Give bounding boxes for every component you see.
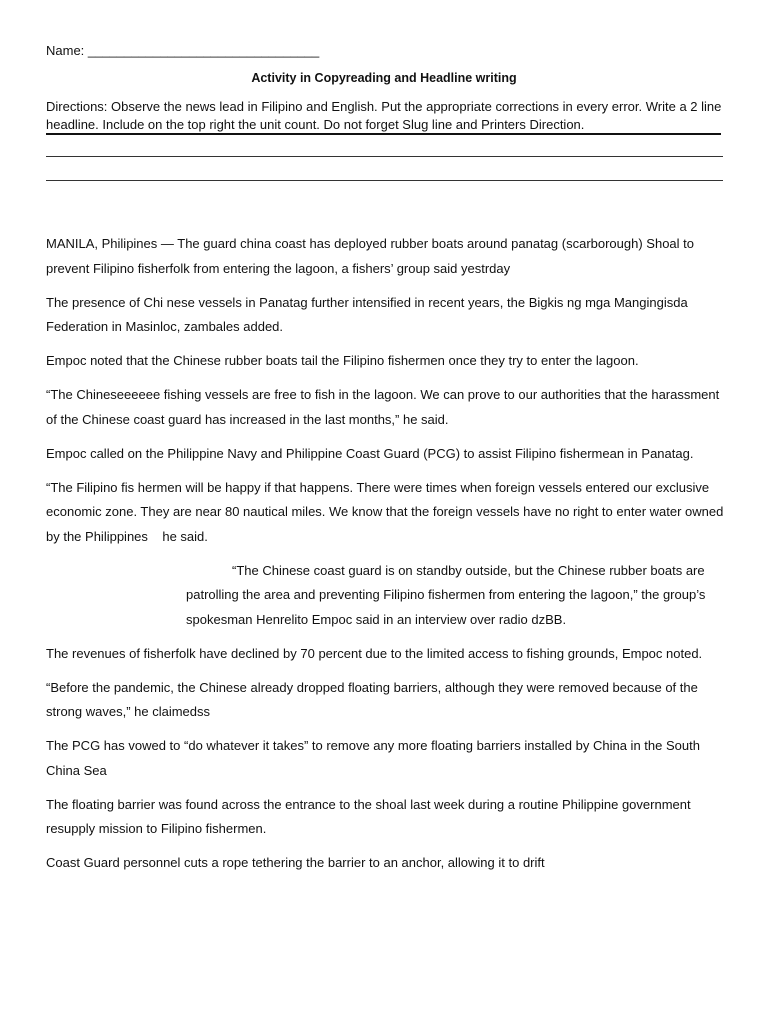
directions-text: Directions: Observe the news lead in Filipino and English. Put the appropriate corrections in every error. Write a 2 line headline. Include on the top right the unit count. Do not forget Slug line and Printers Direction. — [46, 99, 722, 132]
article-paragraph: MANILA, Philipines — The guard china coast has deployed rubber boats around panatag (scarborough) Shoal to prevent Filipino fisherfolk from entering the lagoon, a fishers’ group said yestrday — [46, 236, 694, 276]
name-field-label: Name: ________________________________ — [46, 43, 320, 58]
article-paragraph: The presence of Chi nese vessels in Panatag further intensified in recent years, the Bigkis ng mga Mangingisda Federation in Masinloc, zambales added. — [46, 294, 688, 334]
article-paragraph: The revenues of fisherfolk have declined by 70 percent due to the limited access to fishing grounds, Empoc noted. — [46, 645, 703, 661]
activity-title: Activity in Copyreading and Headline writing — [251, 71, 517, 85]
news-article — [46, 232, 726, 885]
article-paragraph: The PCG has vowed to “do whatever it takes” to remove any more floating barriers installed by China in the South China Sea — [46, 738, 700, 778]
headline-rule-3 — [46, 180, 723, 181]
article-paragraph: “Before the pandemic, the Chinese already dropped floating barriers, although they were removed because of the strong waves,” he claimedss — [46, 679, 698, 719]
headline-rule-1 — [46, 133, 721, 135]
article-paragraph: “The Filipino fis hermen will be happy if that happens. There were times when foreign vessels entered our exclusive economic zone. They are near 80 nautical miles. We know that the foreign vessels have no right to enter water owned by the Philippines he said. — [46, 479, 727, 544]
article-indented-quote: “The Chinese coast guard is on standby outside, but the Chinese rubber boats are patrolling the area and preventing Filipino fishermen from entering the lagoon,” the group’s spokesman Henrelito Empoc said in an interview over radio dzBB. — [186, 562, 706, 627]
article-paragraph: The floating barrier was found across the entrance to the shoal last week during a routine Philippine government resupply mission to Filipino fishermen. — [46, 796, 691, 836]
article-paragraph: Empoc called on the Philippine Navy and Philippine Coast Guard (PCG) to assist Filipino fishermean in Panatag. — [46, 445, 694, 461]
headline-rule-2 — [46, 156, 723, 157]
article-paragraph: “The Chineseeeeee fishing vessels are free to fish in the lagoon. We can prove to our authorities that the harassment of the Chinese coast guard has increased in the last months,” he said. — [46, 387, 720, 427]
article-paragraph: Empoc noted that the Chinese rubber boats tail the Filipino fishermen once they try to enter the lagoon. — [46, 353, 639, 368]
article-paragraph: Coast Guard personnel cuts a rope tethering the barrier to an anchor, allowing it to drift — [46, 855, 545, 870]
